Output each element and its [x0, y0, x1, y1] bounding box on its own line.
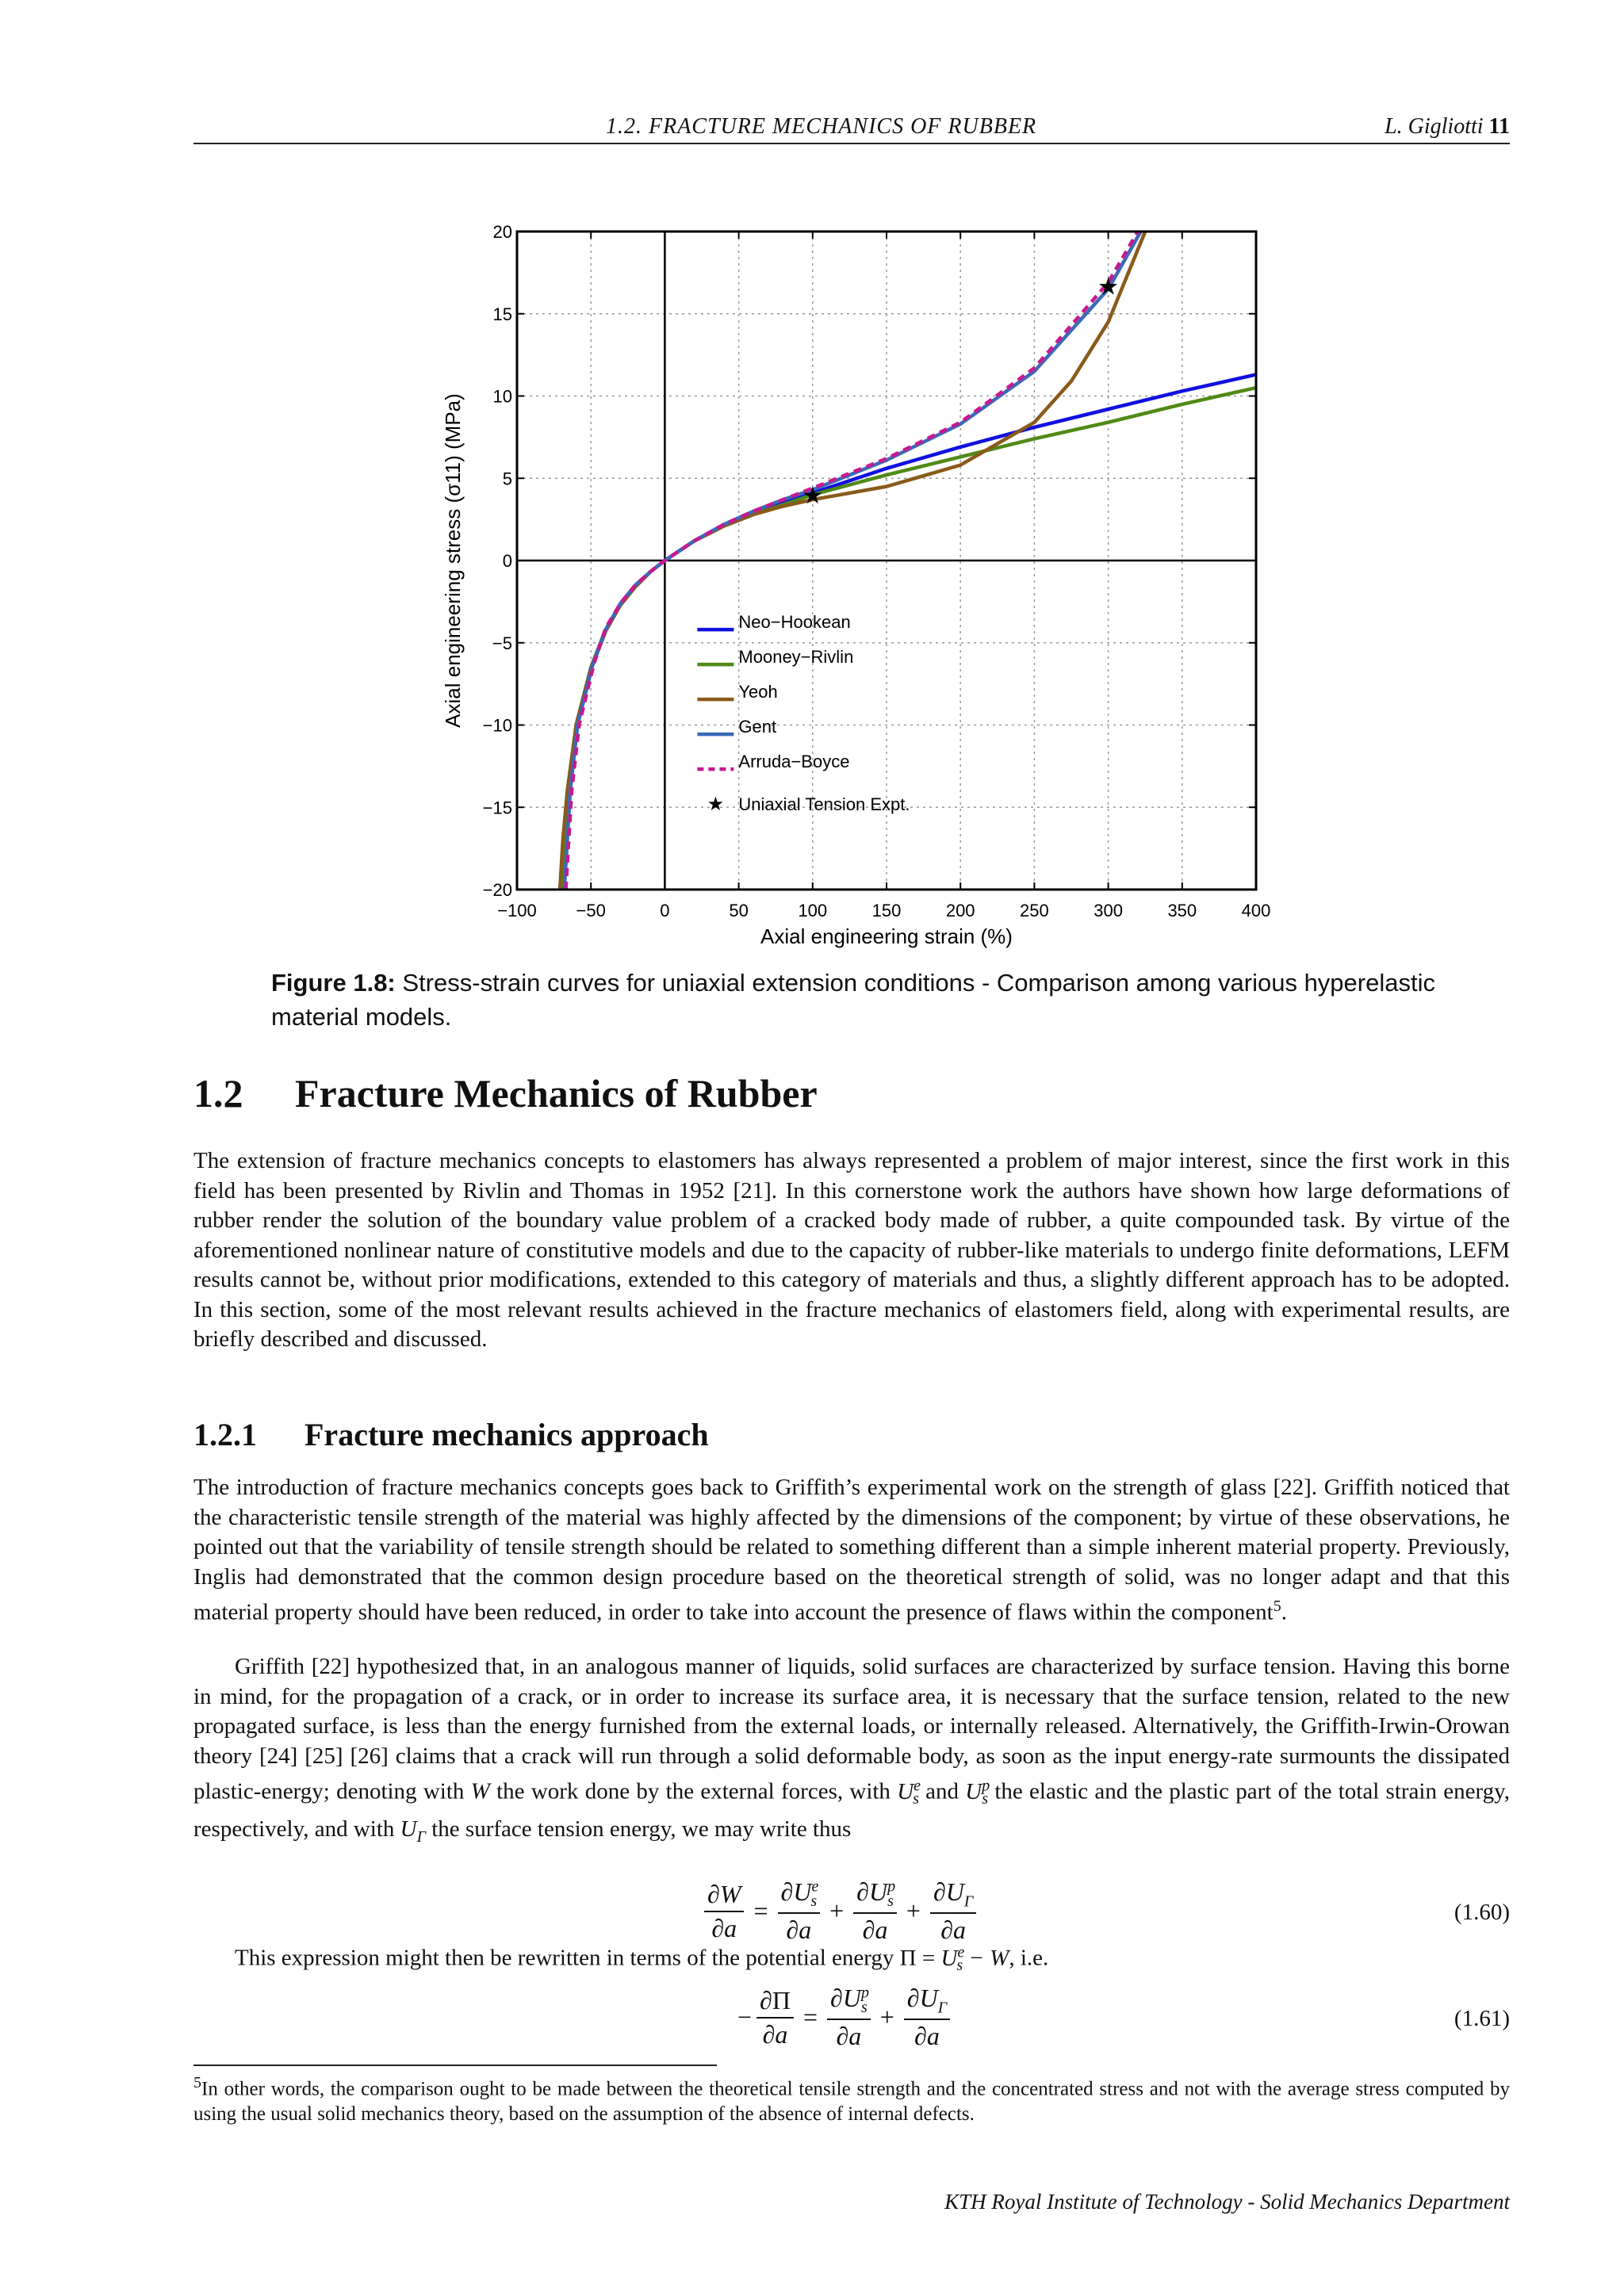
- y-tick-label: 5: [502, 469, 512, 489]
- x-tick-label: −50: [576, 901, 606, 920]
- equation-1-60: $\frac{\partial W}{\partial a}$ = $\frac{\partial U^e_s}{\partial a}$ + $\frac{\partial U^p_s}{\partial a}$ + $\frac{\partial U_\Gamma}{\partial a}$: [701, 1877, 979, 1945]
- symbol-W: W: [470, 1778, 490, 1804]
- footnote-divider: [193, 2064, 717, 2066]
- x-tick-label: 400: [1241, 901, 1271, 920]
- y-tick-label: −15: [482, 798, 512, 818]
- footnote-number: 5: [193, 2074, 201, 2091]
- legend-entry-label: Gent: [738, 717, 777, 737]
- symbol-Use: $U^e_s$: [897, 1777, 921, 1808]
- legend-entry-label: Neo−Hookean: [738, 612, 851, 633]
- equation-1-61: − $\frac{\partial\Pi}{\partial a}$ = $\frac{\partial U^p_s}{\partial a}$ + $\frac{\partial U_\Gamma}{\partial a}$: [737, 1984, 953, 2051]
- x-tick-label: 100: [798, 901, 828, 920]
- y-tick-label: −20: [482, 880, 512, 900]
- paragraph-griffith-text: The introduction of fracture mechanics concepts goes back to Griffith’s experimental work on the strength of glass [22]. Griffith noticed that the characteristic tensile strength of the material was highly affected by the dimensions of the component; by virtue of these observations, he pointed out that the variability of tensile strength should be related to something different than a simple inherent material property. Previously, Inglis had demonstrated that the common design procedure based on the theoretical strength of solid, was no longer adapt and that this material property should have been reduced, in order to take into account the presence of flaws within the component: [193, 1475, 1510, 1625]
- figure-caption: [271, 966, 1437, 1034]
- x-tick-label: 0: [660, 901, 670, 920]
- x-tick-label: 50: [729, 901, 749, 920]
- x-tick-label: 350: [1167, 901, 1197, 920]
- legend-entry-label: Yeoh: [738, 682, 778, 702]
- equation-number-1-61: (1.61): [1454, 2006, 1510, 2031]
- paragraph-griffith-end: .: [1281, 1599, 1287, 1625]
- y-tick-label: −5: [492, 633, 512, 653]
- running-header: [193, 111, 1510, 144]
- legend-entry-label: Arruda−Boyce: [738, 752, 850, 772]
- legend-entry-label: Mooney−Rivlin: [738, 647, 854, 668]
- y-tick-label: 15: [492, 304, 512, 324]
- paragraph-griffith-intro: [193, 1473, 1510, 1628]
- p3-text-b: the work done by the external forces, with: [489, 1778, 898, 1804]
- y-tick-label: 20: [492, 222, 512, 242]
- p4-text-a: This expression might then be rewritten in terms of the potential energy: [235, 1945, 900, 1971]
- section-heading: [193, 1070, 818, 1116]
- symbol-potential: $\Pi = U^e_s - W$: [899, 1943, 1009, 1975]
- header-author: L. Gigliotti: [1385, 114, 1484, 139]
- x-tick-label: 250: [1020, 901, 1049, 920]
- figure-caption-text: Stress-strain curves for uniaxial extension conditions - Comparison among various hyperelastic material models.: [271, 969, 1435, 1031]
- symbol-Usp: $U^p_s$: [965, 1777, 990, 1808]
- experiment-star-marker: ★: [1097, 274, 1120, 300]
- paragraph-griffith-theory: [193, 1652, 1510, 1852]
- y-axis-label: Axial engineering stress (σ11) (MPa): [441, 393, 465, 728]
- y-tick-label: 10: [492, 386, 512, 407]
- symbol-Ugamma: $U_\Gamma$: [400, 1816, 426, 1846]
- running-footer: KTH Royal Institute of Technology - Solid Mechanics Department: [944, 2190, 1510, 2214]
- x-tick-label: −100: [497, 901, 537, 920]
- equation-number-1-60: (1.60): [1454, 1900, 1510, 1925]
- p4-text-b: , i.e.: [1009, 1945, 1049, 1971]
- header-author-page: [1385, 114, 1510, 140]
- figure-label: Figure 1.8:: [271, 969, 396, 997]
- x-tick-label: 200: [945, 901, 975, 920]
- x-axis-label: Axial engineering strain (%): [760, 924, 1013, 948]
- p3-text-d: the elastic and the plastic part of the total strain energy, respectively, and with: [193, 1778, 1510, 1842]
- page-number: 11: [1488, 114, 1510, 139]
- x-tick-label: 150: [871, 901, 902, 920]
- figure-1-8: [428, 214, 1300, 951]
- x-tick-label: 300: [1094, 901, 1123, 920]
- paragraph-intro: The extension of fracture mechanics concepts to elastomers has always represented a problem of major interest, since the first work in this field has been presented by Rivlin and Thomas in 1952 [21]. In this cornerstone work the authors have shown how large deformations of rubber render the solution of the boundary value problem of a cracked body made of rubber, a quite compounded task. By virtue of the aforementioned nonlinear nature of constitutive models and due to the capacity of rubber-like materials to undergo finite deformations, LEFM results cannot be, without prior modifications, extended to this category of materials and thus, a slightly different approach has to be adopted. In this section, some of the most relevant results achieved in the fracture mechanics of elastomers field, along with experimental results, are briefly described and discussed.: [193, 1148, 1510, 1352]
- subsection-number: 1.2.1: [193, 1417, 257, 1452]
- stress-strain-chart: [428, 214, 1300, 951]
- p3-text-a: Griffith [22] hypothesized that, in an analogous manner of liquids, solid surfaces are characterized by surface tension. Having this borne in mind, for the propagation of a crack, or in order to increase its surface area, it is necessary that the surface tension, related to the new propagated surface, is less than the energy furnished from the external loads, or internally released. Alternatively, the Griffith-Irwin-Orowan theory [24] [25] [26] claims that a crack will run through a solid deformable body, as soon as the input energy-rate surmounts the dissipated plastic-energy; denoting with: [193, 1654, 1510, 1804]
- legend-star-swatch: ★: [707, 794, 725, 816]
- header-section-title: 1.2. FRACTURE MECHANICS OF RUBBER: [606, 114, 1037, 139]
- p3-text-c: and: [918, 1778, 966, 1804]
- experiment-star-marker: ★: [802, 483, 824, 509]
- subsection-heading: [193, 1416, 709, 1453]
- footnote: [193, 2071, 1510, 2126]
- footnote-text: In other words, the comparison ought to be made between the theoretical tensile strength and the concentrated stress and not with the average stress computed by using the usual solid mechanics theory, based on the assumption of the absence of internal defects.: [193, 2078, 1510, 2125]
- paragraph-potential-energy: [235, 1943, 1048, 1975]
- p3-text-e: the surface tension energy, we may write thus: [426, 1816, 852, 1842]
- y-tick-label: 0: [502, 551, 512, 571]
- section-title: Fracture Mechanics of Rubber: [295, 1071, 818, 1115]
- section-number: 1.2: [193, 1071, 243, 1115]
- subsection-title: Fracture mechanics approach: [304, 1417, 709, 1452]
- y-tick-label: −10: [482, 715, 512, 736]
- legend-entry-label: Uniaxial Tension Expt.: [738, 794, 910, 815]
- footnote-mark: 5: [1273, 1598, 1281, 1615]
